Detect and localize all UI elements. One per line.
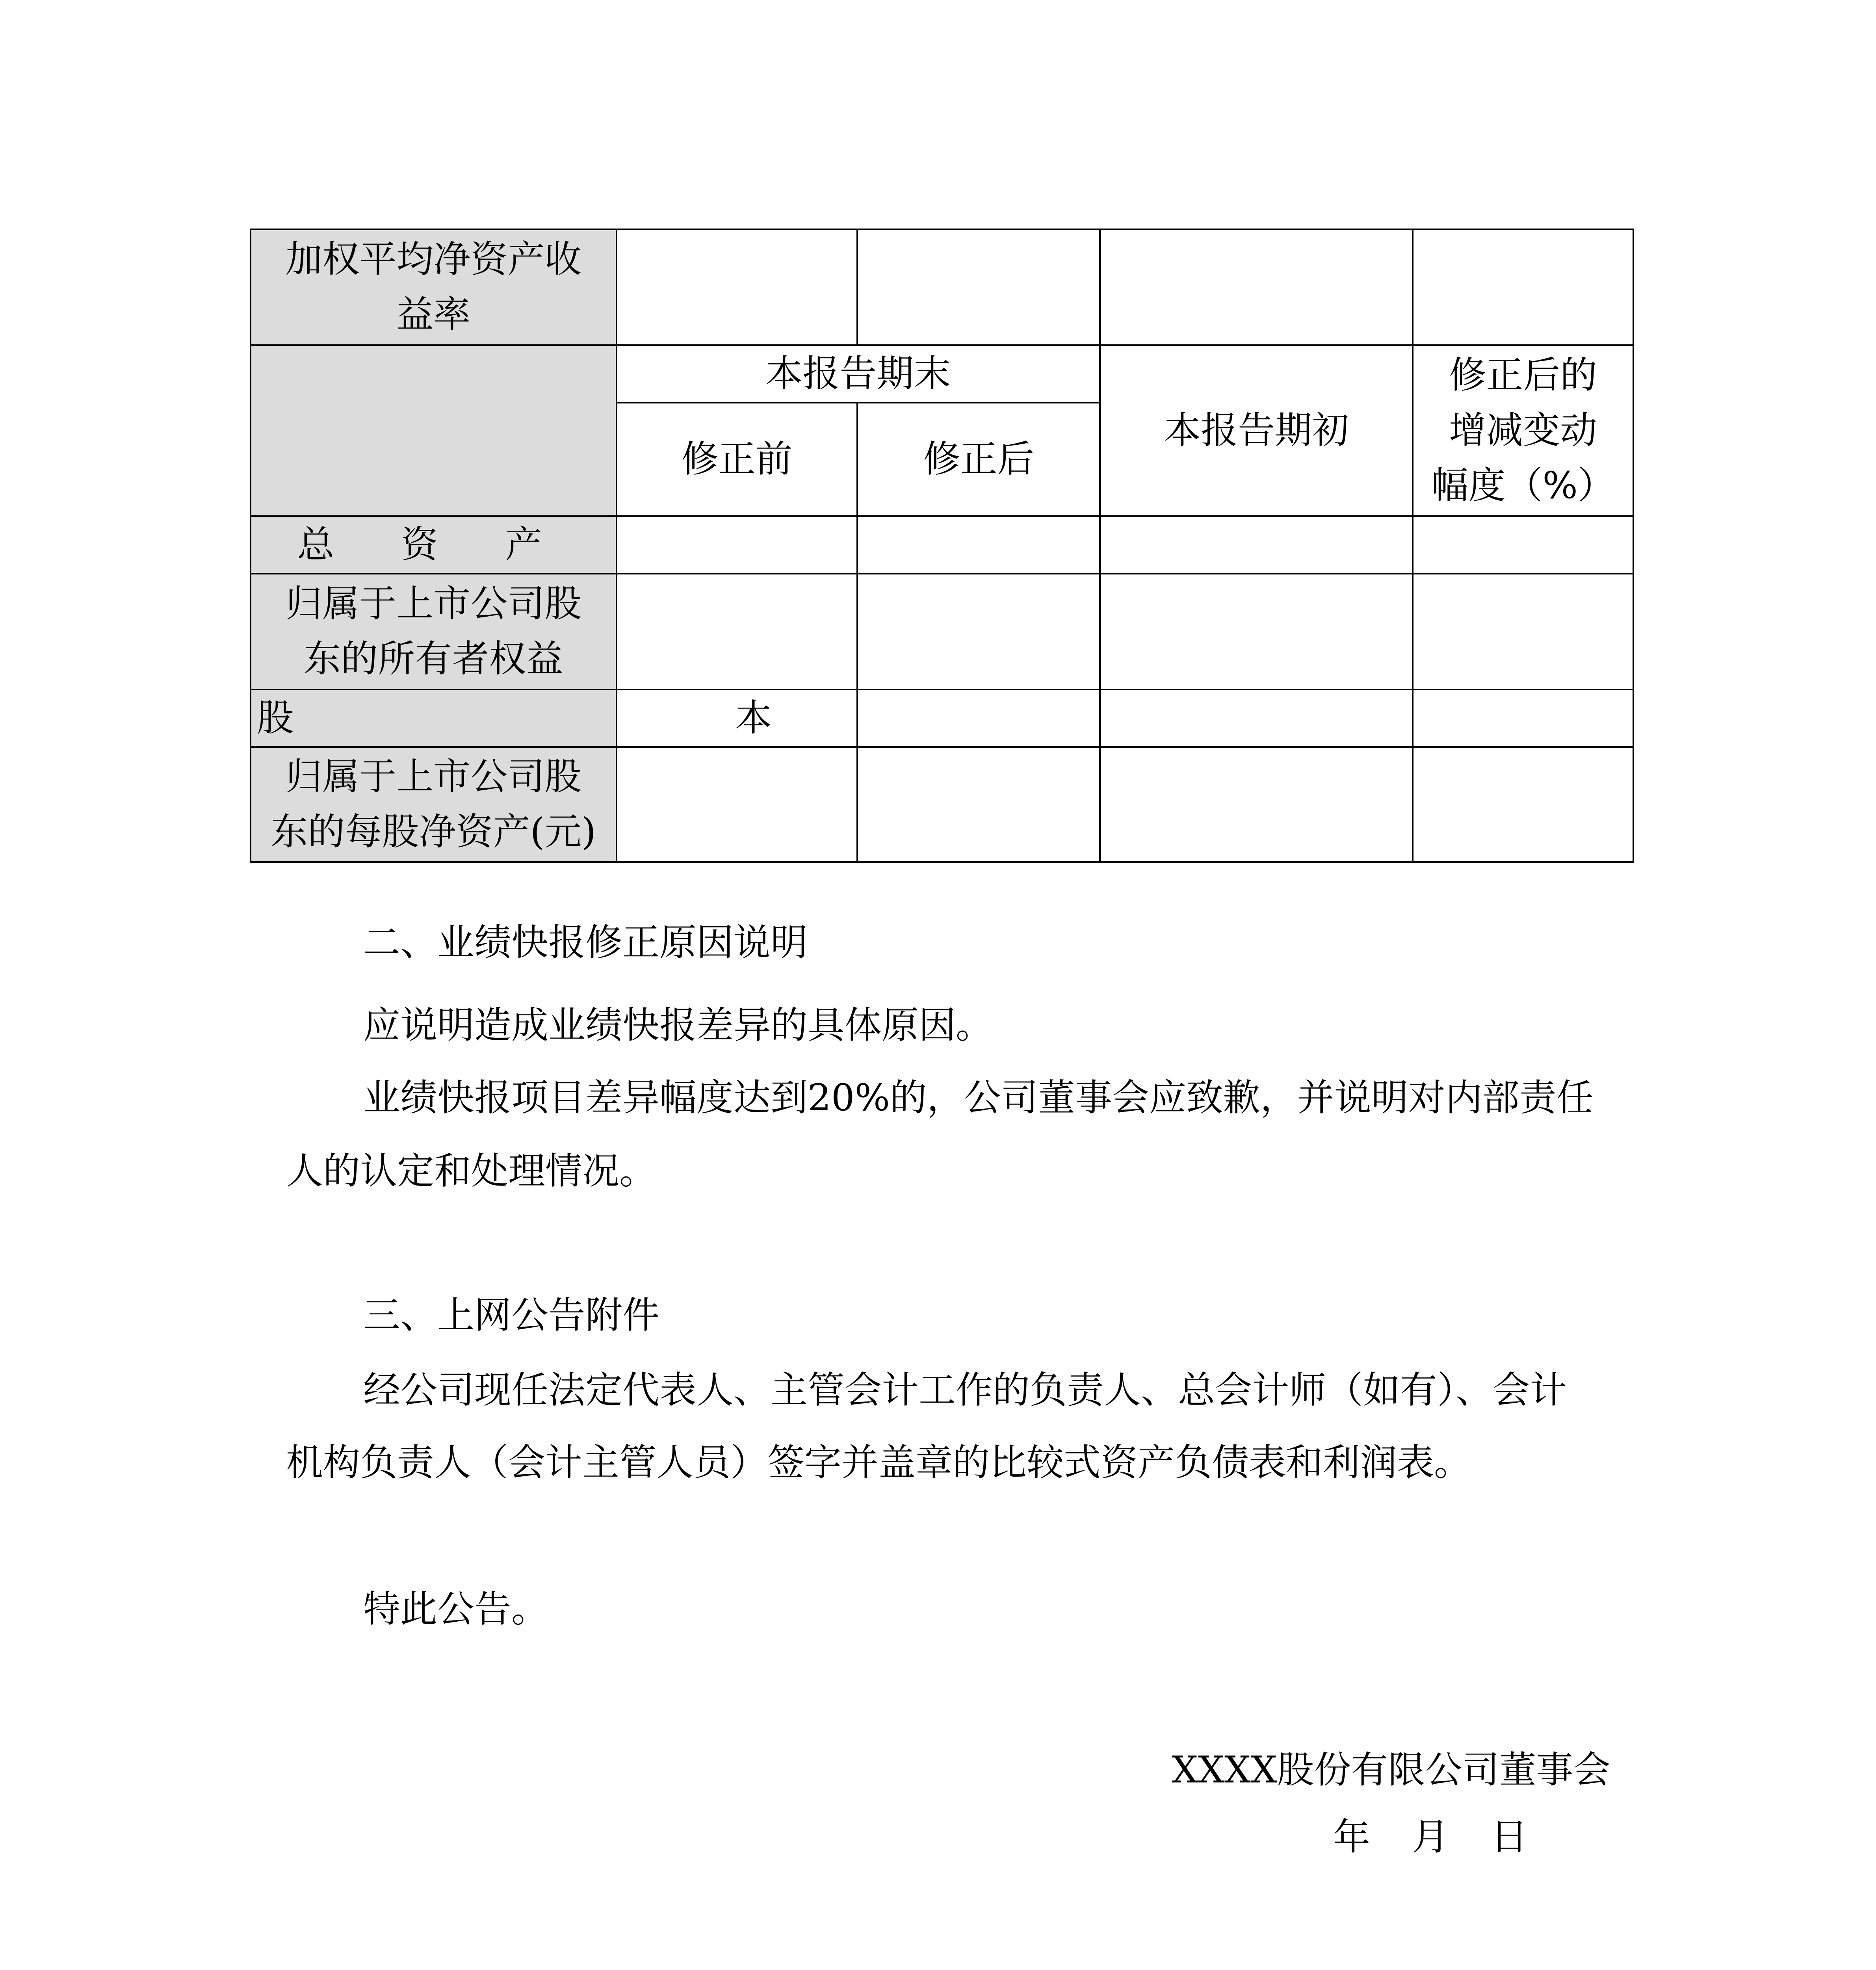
table-cell [1413,574,1633,690]
row-label-total-assets: 总 资 产 [251,516,617,574]
section-heading: 二、业绩快报修正原因说明 [363,921,808,964]
table-cell [857,747,1100,862]
table-cell [857,690,1100,747]
paragraph-line: 机构负责人（会计主管人员）签字并盖章的比较式资产负债表和利润表。 [286,1441,1471,1484]
table-cell [617,747,858,862]
signature-date [1333,1816,1534,1859]
table-cell [1100,690,1413,747]
table-row [251,690,1633,747]
closing-statement: 特此公告。 [363,1588,549,1631]
table-cell [1100,229,1413,345]
row-label-net-assets-per-share: 归属于上市公司股 东的每股净资产(元) [251,747,617,862]
table-cell [617,516,858,574]
table-row-roe [251,229,1633,345]
table-cell [857,574,1100,690]
row-label-share-capital: 股 本 [251,690,617,747]
row-label-owners-equity: 归属于上市公司股 东的所有者权益 [251,574,617,690]
table-cell [857,229,1100,345]
paragraph-line: 业绩快报项目差异幅度达到20%的，公司董事会应致歉，并说明对内部责任 [363,1076,1594,1119]
table-row [251,516,1633,574]
table-header-row [251,345,1633,403]
table-cell [617,229,858,345]
table-cell [617,574,858,690]
table-cell [1413,229,1633,345]
table-row [251,747,1633,862]
paragraph-line: 经公司现任法定代表人、主管会计工作的负责人、总会计师（如有）、会计 [363,1369,1567,1412]
table-cell [1100,574,1413,690]
date-month: 月 [1412,1816,1449,1858]
paragraph-line: 人的认定和处理情况。 [286,1150,657,1193]
table-row [251,574,1633,690]
section-heading: 三、上网公告附件 [363,1294,660,1337]
date-day: 日 [1491,1816,1528,1858]
table-cell [1413,747,1633,862]
date-year: 年 [1333,1816,1371,1858]
table-cell [857,516,1100,574]
row-label-roe: 加权平均净资产收 益率 [251,229,617,345]
table-cell [1413,516,1633,574]
paragraph: 应说明造成业绩快报差异的具体原因。 [363,1004,993,1047]
table-cell [1100,747,1413,862]
table-cell [1413,690,1633,747]
performance-correction-table [250,229,1634,863]
header-period-start: 本报告期初 [1100,345,1413,516]
header-period-end: 本报告期末 [617,345,1100,403]
table-cell [1100,516,1413,574]
header-blank-cell [251,345,617,516]
header-after-correction: 修正后 [857,403,1100,516]
signature-company: XXXX股份有限公司董事会 [1172,1749,1610,1792]
header-before-correction: 修正前 [617,403,858,516]
header-change-rate: 修正后的 增减变动 幅度（%） [1413,345,1633,516]
